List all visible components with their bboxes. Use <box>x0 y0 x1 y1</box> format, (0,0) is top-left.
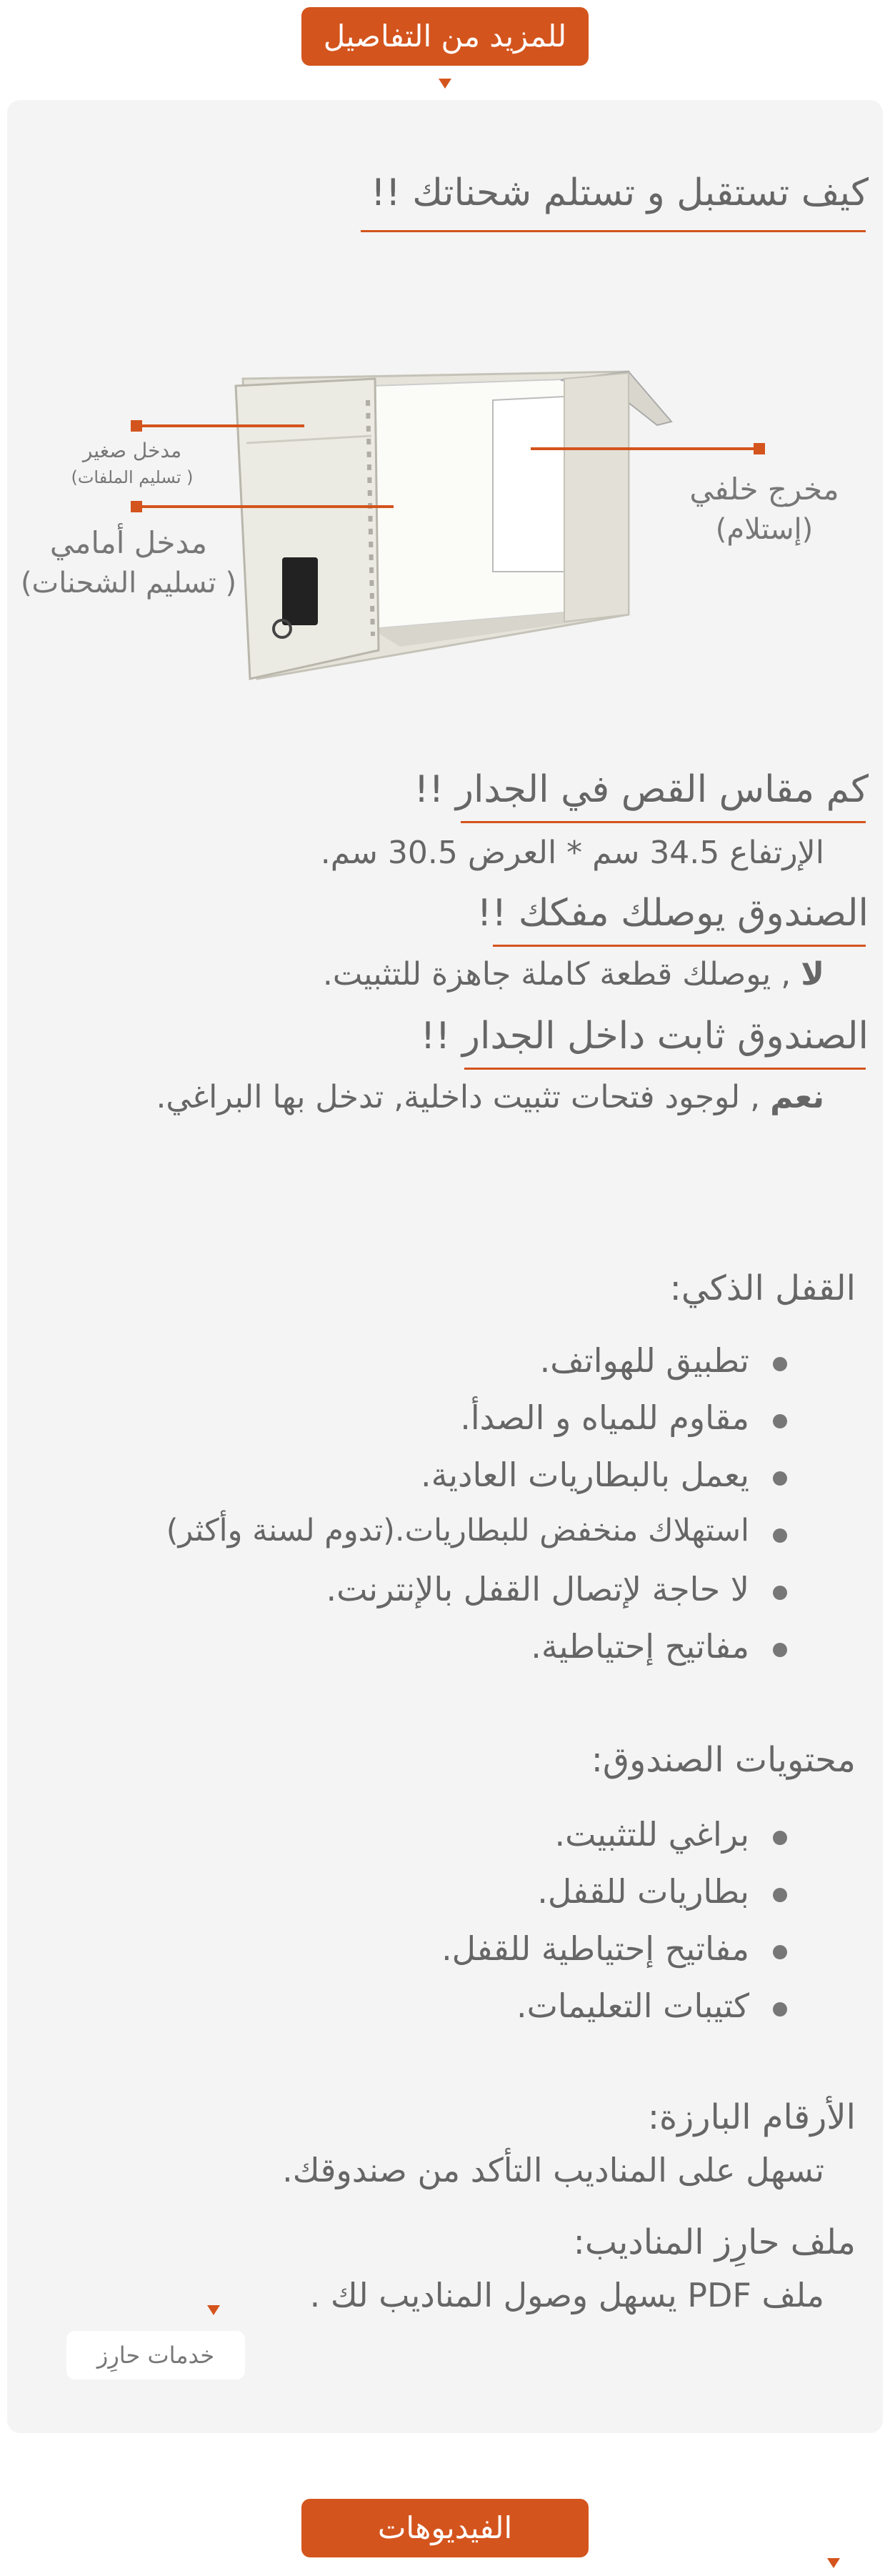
more-details-button[interactable]: للمزيد من التفاصيل <box>301 7 589 66</box>
list-item: تطبيق للهواتف. <box>539 1341 749 1380</box>
highlight-numbers-text: تسهل على المناديب التأكد من صندوقك. <box>282 2151 824 2189</box>
list-item: كتيبات التعليمات. <box>516 1986 749 2025</box>
small-inlet-note: (تسليم الملفات ) <box>71 467 194 487</box>
faq-answer <box>156 1079 824 1115</box>
bullet-icon <box>773 1888 787 1902</box>
rear-exit-pointer <box>531 447 759 450</box>
list-item: مقاوم للمياه و الصدأ. <box>460 1398 749 1437</box>
list-item: براغي للتثبيت. <box>554 1815 749 1854</box>
list-item: مفاتيح إحتياطية للقفل. <box>441 1929 749 1968</box>
couriers-file-text: ملف PDF يسهل وصول المناديب لك . <box>309 2276 824 2314</box>
list-item: بطاريات للقفل. <box>537 1872 749 1911</box>
box-contents-title: محتويات الصندوق: <box>591 1740 856 1780</box>
faq-question-underline <box>493 945 866 947</box>
bullet-icon <box>773 1471 787 1486</box>
small-inlet-pointer <box>136 424 304 427</box>
caret-down-icon <box>207 2305 220 2315</box>
faq-answer-text: , لوجود فتحات تثبيت داخلية, تدخل بها البراغي. <box>156 1079 771 1115</box>
list-item: يعمل بالبطاريات العادية. <box>420 1456 749 1494</box>
faq-answer <box>323 956 824 993</box>
faq-question-underline <box>464 1068 866 1070</box>
couriers-file-title: ملف حارِز المناديب: <box>573 2222 856 2262</box>
smart-lock-title: القفل الذكي: <box>669 1268 856 1308</box>
front-inlet-note: (تسليم الشحنات ) <box>20 567 237 600</box>
front-inlet-pointer <box>136 505 394 508</box>
section-title: كيف تستقبل و تستلم شحناتك !! <box>371 171 869 214</box>
bullet-icon <box>773 1643 787 1657</box>
faq-question-underline <box>461 821 866 823</box>
faq-question: كم مقاس القص في الجدار !! <box>414 768 869 811</box>
faq-answer: الإرتفاع 34.5 سم * العرض 30.5 سم. <box>320 835 824 871</box>
rear-exit-marker <box>754 443 765 454</box>
services-button[interactable]: خدمات حارِز <box>66 2331 245 2379</box>
faq-answer-emphasis: نعم <box>770 1079 824 1115</box>
list-item: استهلاك منخفض للبطاريات.(تدوم لسنة وأكثر) <box>166 1513 749 1548</box>
faq-question: الصندوق يوصلك مفكك !! <box>476 892 869 935</box>
list-item: مفاتيح إحتياطية. <box>531 1627 749 1666</box>
bullet-icon <box>773 1831 787 1845</box>
faq-answer-text: , يوصلك قطعة كاملة جاهزة للتثبيت. <box>322 956 801 993</box>
bullet-icon <box>773 1414 787 1428</box>
rear-exit-note: (إستلام) <box>715 513 814 546</box>
faq-question: الصندوق ثابت داخل الجدار !! <box>420 1015 869 1058</box>
bullet-icon <box>773 1586 787 1600</box>
front-inlet-label: مدخل أمامي <box>49 525 208 560</box>
caret-down-icon <box>827 2558 840 2568</box>
highlight-numbers-title: الأرقام البارزة: <box>647 2097 856 2137</box>
small-inlet-label: مدخل صغير <box>82 439 182 462</box>
rear-exit-label: مخرج خلفي <box>689 472 839 507</box>
mailbox-image <box>0 0 890 715</box>
bullet-icon <box>773 1357 787 1371</box>
bullet-icon <box>773 1945 787 1959</box>
bullet-icon <box>773 1528 787 1543</box>
bullet-icon <box>773 2002 787 2016</box>
list-item: لا حاجة لإتصال القفل بالإنترنت. <box>326 1570 749 1608</box>
videos-button[interactable]: الفيديوهات <box>301 2499 589 2557</box>
faq-answer-emphasis: لا <box>801 956 824 993</box>
